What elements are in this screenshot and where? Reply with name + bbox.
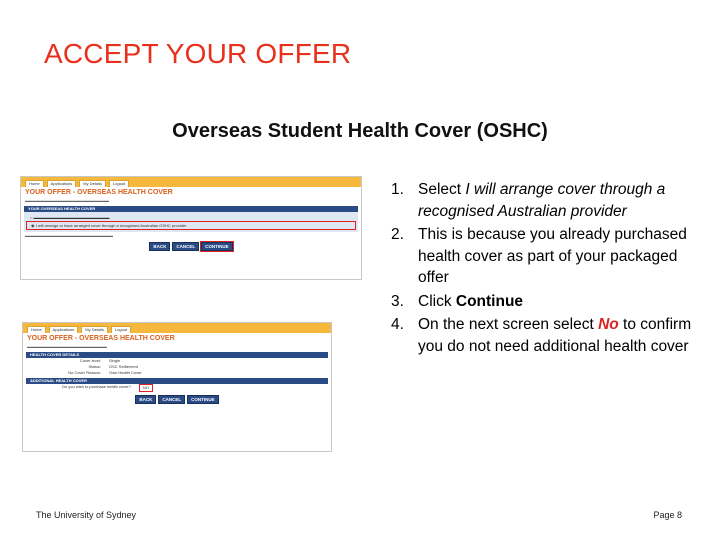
section-bar-additional: ADDITIONAL HEALTH COVER — [26, 378, 328, 384]
step-text: Click — [418, 292, 456, 310]
step-number: 1. — [391, 181, 404, 198]
portal-nav-bar — [21, 177, 361, 187]
field-label: No Cover Reason: — [68, 370, 101, 375]
option-arrange-own-cover[interactable] — [26, 221, 356, 230]
continue-button[interactable]: CONTINUE — [187, 395, 219, 404]
step-number: 3. — [391, 292, 404, 310]
step-1 — [391, 179, 703, 222]
question-row — [23, 384, 331, 392]
step-4 — [391, 314, 703, 357]
step-emphasis: No — [598, 316, 619, 333]
answer-select[interactable]: NO — [139, 384, 153, 392]
option-arrange-own-cover-label: I will arrange or have arranged cover through a recognised Australian OSHC provider — [35, 223, 187, 228]
portal-nav-bar — [23, 323, 331, 333]
button-row — [23, 395, 331, 404]
section-bar: YOUR OVERSEAS HEALTH COVER — [24, 206, 358, 212]
step-text: On the next screen select — [418, 316, 599, 333]
button-row — [21, 242, 361, 251]
steps-list — [391, 179, 703, 359]
field-value: OSC Settlement — [109, 364, 138, 369]
option-box — [24, 212, 358, 232]
radio-icon[interactable]: ◉ — [31, 223, 35, 228]
question-label: Do you wish to purchase health cover? — [62, 384, 131, 389]
nav-tab-logout[interactable]: Logout — [109, 180, 129, 187]
field-value: Single — [109, 358, 121, 363]
nav-tab-applications[interactable]: Applications — [47, 180, 77, 187]
nav-tab-applications[interactable]: Applications — [49, 326, 79, 333]
field-label: Status: — [88, 364, 101, 369]
cancel-button[interactable]: CANCEL — [172, 242, 199, 251]
nav-tab-home[interactable]: Home — [27, 326, 46, 333]
field-value: Own Health Cover — [109, 370, 142, 375]
step-emphasis: I will arrange cover through a recognised Australian provider — [418, 181, 666, 220]
screenshot-health-cover-question — [22, 322, 332, 452]
field-label: Cover level: — [79, 358, 101, 363]
option-other[interactable]: ○ ▬▬▬▬▬▬▬▬▬▬▬▬▬▬▬▬▬▬▬ — [30, 215, 110, 220]
back-button[interactable]: BACK — [135, 395, 156, 404]
note-text-placeholder: ▬▬▬▬▬▬▬▬▬▬▬▬▬▬▬▬▬▬▬▬▬▬ — [25, 233, 113, 238]
slide-title: ACCEPT YOUR OFFER — [44, 38, 352, 69]
field-row — [23, 370, 331, 376]
intro-text-placeholder: ▬▬▬▬▬▬▬▬▬▬▬▬▬▬▬▬▬▬▬▬ — [27, 344, 107, 349]
footer-page-number: Page 8 — [653, 510, 682, 520]
screenshot-oshc-options — [20, 176, 362, 280]
nav-tab-logout[interactable]: Logout — [111, 326, 131, 333]
step-text-after: to confirm you do not need additional health cover — [418, 316, 692, 355]
section-bar-details: HEALTH COVER DETAILS — [26, 352, 328, 358]
nav-tab-my-details[interactable]: My Details — [81, 326, 108, 333]
slide-subtitle: Overseas Student Health Cover (OSHC) — [172, 120, 548, 142]
nav-tab-home[interactable]: Home — [25, 180, 44, 187]
step-3 — [391, 291, 703, 313]
intro-text-placeholder: ▬▬▬▬▬▬▬▬▬▬▬▬▬▬▬▬▬▬▬▬▬ — [25, 198, 109, 203]
back-button[interactable]: BACK — [149, 242, 170, 251]
screenshot-heading: YOUR OFFER - OVERSEAS HEALTH COVER — [25, 189, 173, 196]
screenshot-heading: YOUR OFFER - OVERSEAS HEALTH COVER — [27, 335, 175, 342]
step-number: 2. — [391, 226, 404, 243]
cancel-button[interactable]: CANCEL — [158, 395, 185, 404]
step-number: 4. — [391, 316, 404, 333]
footer-university: The University of Sydney — [36, 510, 137, 520]
step-2 — [391, 224, 703, 289]
nav-tab-my-details[interactable]: My Details — [79, 180, 106, 187]
step-text: This is because you already purchased health cover as part of your packaged offer — [418, 226, 687, 286]
continue-button[interactable]: CONTINUE — [201, 242, 233, 251]
step-emphasis: Continue — [455, 292, 524, 310]
step-text: Select — [418, 181, 466, 198]
